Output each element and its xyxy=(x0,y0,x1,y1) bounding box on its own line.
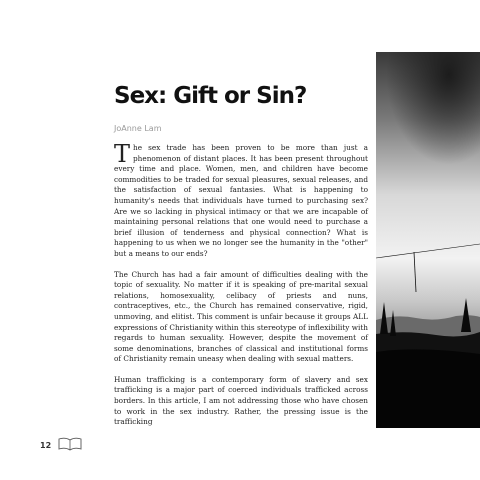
article-author: JoAnne Lam xyxy=(114,124,162,133)
drop-cap: T xyxy=(114,140,131,168)
article-body xyxy=(114,140,368,438)
open-book-icon xyxy=(58,437,82,451)
article-title: Sex: Gift or Sin? xyxy=(114,83,307,109)
article-paragraph-3: Human trafficking is a contemporary form of slavery and sex trafficking is a major part of coerced individuals trafficked across borders. In this article, I am not addressing those who have chosen to work in the sex industry. Rather, the pressing issue is the trafficking xyxy=(114,374,368,427)
paragraph-1-text: he sex trade has been proven to be more than just a phenomenon of distant places. It has been present throughout every time and place. Women, men, and children have become commodities to be traded for sexual pleasures, sexual releases, and the satisfaction of sexual fantasies. What is happening to humanity's needs that individuals have turned to purchasing sex? Are we so lacking in physical intimacy or that we are incapable of maintaining personal relations that one would need to purchase a brief illusion of tenderness and physical connection? What is happening to us when we no longer see the humanity in the "other" but a means to our ends? xyxy=(114,143,368,258)
article-paragraph-1 xyxy=(114,140,368,260)
page-number: 12 xyxy=(40,441,52,450)
article-paragraph-2: The Church has had a fair amount of difficulties dealing with the topic of sexuality. No matter if it is speaking of pre-marital sexual relations, homosexuality, celibacy of priests and nuns, contraceptives, etc., the Church has remained conservative, rigid, unmoving, and elitist. This comment is unfair because it groups ALL expressions of Christianity within this stereotype of inflexibility with regards to human sexuality. However, despite the movement of some denominations, branches of classical and institutional forms of Christianity remain uneasy when dealing with sexual matters. xyxy=(114,269,368,364)
landscape-photo xyxy=(376,52,480,428)
